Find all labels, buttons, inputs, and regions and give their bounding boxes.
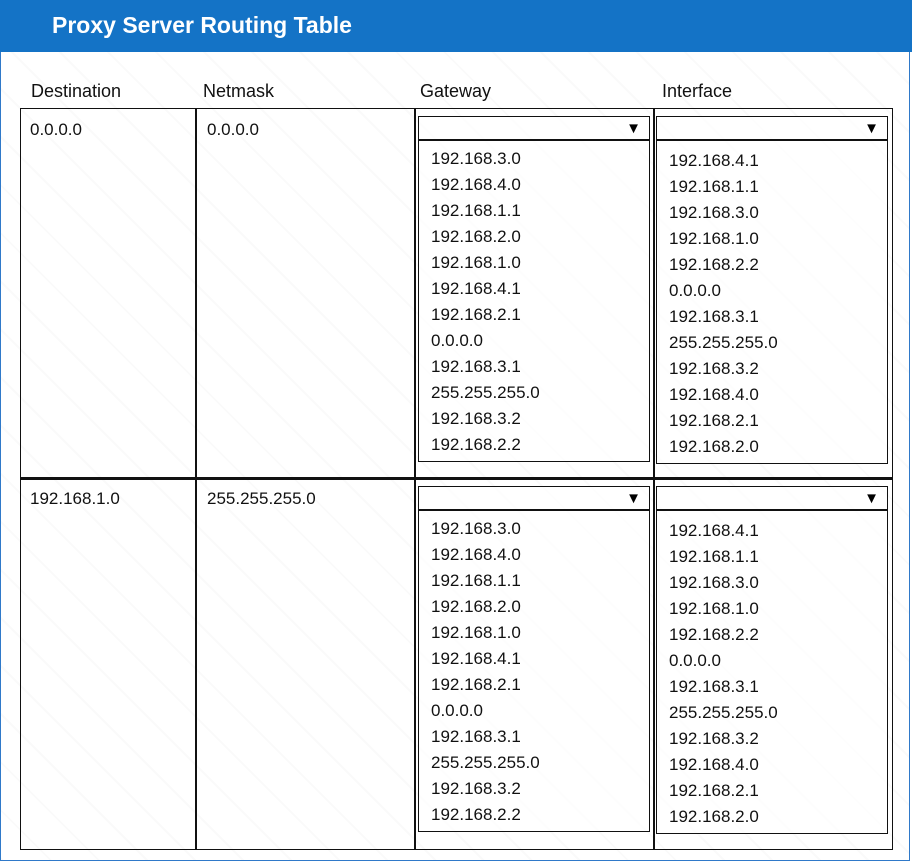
row-2-interface-select[interactable]: [657, 487, 887, 511]
gateway-option[interactable]: 192.168.2.1: [431, 675, 521, 694]
gateway-option[interactable]: 192.168.2.2: [431, 435, 521, 454]
column-header-interface: Interface: [662, 81, 733, 101]
row-1-gateway-dropdown[interactable]: [418, 116, 650, 462]
gateway-option[interactable]: 192.168.4.0: [431, 175, 521, 194]
gateway-option[interactable]: 192.168.1.1: [431, 571, 521, 590]
column-header-destination: Destination: [31, 81, 122, 101]
gateway-option[interactable]: 192.168.2.1: [431, 305, 521, 324]
gateway-option[interactable]: 192.168.2.0: [431, 597, 521, 616]
interface-option[interactable]: 0.0.0.0: [669, 281, 721, 300]
gateway-option[interactable]: 192.168.4.1: [431, 279, 521, 298]
row-1-gateway-options: [419, 141, 649, 461]
interface-option[interactable]: 192.168.3.2: [669, 359, 759, 378]
chevron-down-icon[interactable]: ▼: [626, 120, 641, 137]
row-divider: [20, 477, 893, 480]
interface-option[interactable]: 192.168.2.1: [669, 411, 759, 430]
gateway-option[interactable]: 192.168.3.2: [431, 779, 521, 798]
interface-option[interactable]: 192.168.3.2: [669, 729, 759, 748]
row-1-interface-select[interactable]: [657, 117, 887, 141]
chevron-down-icon[interactable]: ▼: [864, 120, 879, 137]
row-1-destination: 0.0.0.0: [30, 120, 82, 139]
gateway-option[interactable]: 192.168.1.1: [431, 201, 521, 220]
interface-option[interactable]: 192.168.4.0: [669, 385, 759, 404]
interface-option[interactable]: 255.255.255.0: [669, 333, 778, 352]
title-bar: [0, 0, 912, 52]
interface-option[interactable]: 192.168.3.0: [669, 573, 759, 592]
interface-option[interactable]: 192.168.2.2: [669, 625, 759, 644]
chevron-down-icon[interactable]: ▼: [626, 490, 641, 507]
interface-option[interactable]: 192.168.2.1: [669, 781, 759, 800]
interface-option[interactable]: 192.168.2.0: [669, 437, 759, 456]
row-2-netmask: 255.255.255.0: [207, 489, 316, 508]
interface-option[interactable]: 192.168.4.1: [669, 521, 759, 540]
gateway-option[interactable]: 192.168.4.1: [431, 649, 521, 668]
row-2-interface-dropdown[interactable]: [656, 486, 888, 834]
interface-option[interactable]: 192.168.3.0: [669, 203, 759, 222]
gateway-option[interactable]: 192.168.2.0: [431, 227, 521, 246]
gateway-option[interactable]: 0.0.0.0: [431, 701, 483, 720]
interface-option[interactable]: 0.0.0.0: [669, 651, 721, 670]
gateway-option[interactable]: 192.168.4.0: [431, 545, 521, 564]
gateway-option[interactable]: 255.255.255.0: [431, 383, 540, 402]
row-2-interface-options: [657, 511, 887, 833]
interface-option[interactable]: 192.168.2.2: [669, 255, 759, 274]
row-1-gateway-select[interactable]: [419, 117, 649, 141]
interface-option[interactable]: 192.168.1.0: [669, 599, 759, 618]
page-title: Proxy Server Routing Table: [52, 12, 352, 38]
gateway-option[interactable]: 192.168.3.1: [431, 357, 521, 376]
interface-option[interactable]: 192.168.2.0: [669, 807, 759, 826]
row-2-gateway-options: [419, 511, 649, 831]
row-2-gateway-select[interactable]: [419, 487, 649, 511]
row-1-interface-options: [657, 141, 887, 463]
interface-option[interactable]: 192.168.1.0: [669, 229, 759, 248]
column-header-netmask: Netmask: [203, 81, 275, 101]
interface-option[interactable]: 192.168.3.1: [669, 307, 759, 326]
chevron-down-icon[interactable]: ▼: [864, 490, 879, 507]
interface-option[interactable]: 192.168.1.1: [669, 547, 759, 566]
row-1-interface-dropdown[interactable]: [656, 116, 888, 464]
interface-option[interactable]: 192.168.3.1: [669, 677, 759, 696]
gateway-option[interactable]: 192.168.3.0: [431, 149, 521, 168]
interface-option[interactable]: 192.168.1.1: [669, 177, 759, 196]
gateway-option[interactable]: 255.255.255.0: [431, 753, 540, 772]
gateway-option[interactable]: 192.168.3.2: [431, 409, 521, 428]
column-header-gateway: Gateway: [420, 81, 492, 101]
gateway-option[interactable]: 192.168.3.0: [431, 519, 521, 538]
interface-option[interactable]: 192.168.4.1: [669, 151, 759, 170]
gateway-option[interactable]: 192.168.1.0: [431, 623, 521, 642]
row-1-netmask: 0.0.0.0: [207, 120, 259, 139]
gateway-option[interactable]: 192.168.1.0: [431, 253, 521, 272]
interface-option[interactable]: 255.255.255.0: [669, 703, 778, 722]
gateway-option[interactable]: 192.168.2.2: [431, 805, 521, 824]
row-2-gateway-dropdown[interactable]: [418, 486, 650, 832]
gateway-option[interactable]: 192.168.3.1: [431, 727, 521, 746]
gateway-option[interactable]: 0.0.0.0: [431, 331, 483, 350]
interface-option[interactable]: 192.168.4.0: [669, 755, 759, 774]
row-2-destination: 192.168.1.0: [30, 489, 120, 508]
